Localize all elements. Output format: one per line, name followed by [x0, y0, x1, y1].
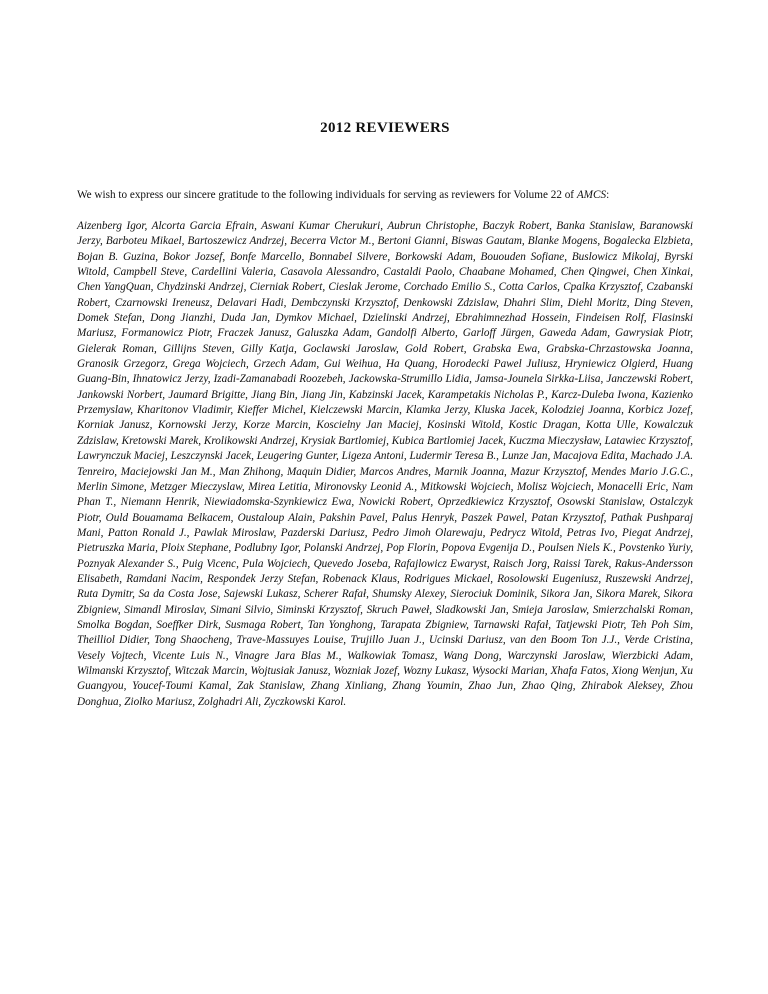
- intro-text: We wish to express our sincere gratitude to the following individuals for serving as reviewers for Volume 22 of: [77, 189, 577, 201]
- intro-punctuation: :: [606, 189, 610, 201]
- reviewers-list: Aizenberg Igor, Alcorta Garcia Efrain, Aswani Kumar Cherukuri, Aubrun Christophe, Baczyk Robert, Banka Stanislaw, Baranowski Jerzy, Barboteu Mikael, Bartoszewicz Andrzej, Becerra Victor M., Bertoni Gianni, Biswas Gautam, Blanke Mogens, Bogalecka Elzbieta, Bojan B. Guzina, Bokor Jozsef, Bonfe Marcello, Bonnabel Silvere, Borkowski Adam, Bououden Sofiane, Buslowicz Mikolaj, Byrski Witold, Campbell Steve, Cardellini Valeria, Casavola Alessandro, Castaldi Paolo, Chaabane Mohamed, Chen Qingwei, Chen Xinkai, Chen YangQuan, Chydzinski Andrzej, Cierniak Robert, Cieslak Jerome, Corchado Emilio S., Cotta Carlos, Cpalka Krzysztof, Czabanski Robert, Czarnowski Ireneusz, Delavari Hadi, Dembczynski Krzysztof, Denkowski Zdzislaw, Dhahri Slim, Diehl Moritz, Ding Steven, Domek Stefan, Dong Jianzhi, Duda Jan, Dymkov Michael, Dzielinski Andrzej, Ebrahimnezhad Hossein, Findeisen Rolf, Flasinski Mariusz, Formanowicz Piotr, Fraczek Janusz, Galuszka Adam, Gandolfi Alberto, Garloff Jürgen, Gaweda Adam, Gawrysiak Piotr, Gielerak Roman, Gillijns Steven, Gilly Katja, Goclawski Jaroslaw, Gold Robert, Grabska Ewa, Grabska-Chrzastowska Joanna, Granosik Grzegorz, Grega Wojciech, Grzech Adam, Gui Weihua, Ha Quang, Horodecki Pawel Juliusz, Hryniewicz Olgierd, Huang Guang-Bin, Ihnatowicz Jerzy, Izadi-Zamanabadi Roozebeh, Jackowska-Strumillo Lidia, Jamsa-Jounela Sirkka-Liisa, Janczewski Robert, Jankowski Norbert, Jaumard Brigitte, Jiang Bin, Jiang Jin, Kabzinski Jacek, Karampetakis Nicholas P., Karcz-Duleba Iwona, Kazienko Przemyslaw, Kharitonov Vladimir, Kieffer Michel, Kielczewski Marcin, Klamka Jerzy, Kluska Jacek, Kolodziej Joanna, Korbicz Jozef, Korniak Janusz, Kornowski Jerzy, Korze Marcin, Koscielny Jan Maciej, Kosinski Witold, Kostic Dragan, Kotta Ulle, Kowalczuk Zdzislaw, Kretowski Marek, Krolikowski Andrzej, Krysiak Bartlomiej, Kubica Bartlomiej Jacek, Kuczma Mieczysław, Latawiec Krzysztof, Lawrynczuk Maciej, Leszczynski Jacek, Leugering Gunter, Ligeza Antoni, Ludermir Teresa B., Lunze Jan, Macajova Edita, Machado J.A. Tenreiro, Maciejowski Jan M., Man Zhihong, Maquin Didier, Marcos Andres, Marnik Joanna, Mazur Krzysztof, Mendes Mario J.G.C., Merlin Simone, Metzger Mieczyslaw, Mirea Letitia, Mironovsky Leonid A., Mitkowski Wojciech, Molisz Wojciech, Monacelli Eric, Nam Phan T., Niemann Henrik, Niewiadomska-Szynkiewicz Ewa, Nowicki Robert, Oprzedkiewicz Krzysztof, Osowski Stanislaw, Ostalczyk Piotr, Ould Bouamama Belkacem, Oustaloup Alain, Pakshin Pavel, Palus Henryk, Paszek Pawel, Patan Krzysztof, Pathak Pushparaj Mani, Patton Ronald J., Pawlak Miroslaw, Pazderski Dariusz, Pedro Jimoh Olarewaju, Pedrycz Witold, Petras Ivo, Piegat Andrzej, Pietruszka Maria, Ploix Stephane, Podlubny Igor, Polanski Andrzej, Pop Florin, Popova Evgenija D., Poulsen Niels K., Povstenko Yuriy, Poznyak Alexander S., Puig Vicenc, Pula Wojciech, Quevedo Joseba, Rafajlowicz Ewaryst, Raisch Jorg, Raissi Tarek, Rakus-Andersson Elisabeth, Ramdani Nacim, Respondek Jerzy Stefan, Robenack Klaus, Rodrigues Mickael, Rosolowski Eugeniusz, Ruszewski Andrzej, Ruta Dymitr, Sa da Costa Jose, Sajewski Lukasz, Scherer Rafał, Shumsky Alexey, Sierociuk Dominik, Sikora Jan, Sikora Marek, Sikora Zbigniew, Simandl Miroslav, Simani Silvio, Siminski Krzysztof, Skruch Paweł, Sladkowski Jan, Smieja Jaroslaw, Smierzchalski Roman, Smolka Bogdan, Soeffker Dirk, Susmaga Robert, Tan Yonghong, Tarapata Zbigniew, Tarnawski Rafał, Tatjewski Piotr, Teh Poh Sim, Theilliol Didier, Tong Shaocheng, Trave-Massuyes Louise, Trujillo Juan J., Ucinski Dariusz, van den Boom Ton J.J., Verde Cristina, Vesely Vojtech, Vicente Luis N., Vinagre Jara Blas M., Walkowiak Tomasz, Wang Dong, Warczynski Jaroslaw, Wierzbicki Adam, Wilmanski Krzysztof, Witczak Marcin, Wojtusiak Janusz, Wozniak Jozef, Wozny Lukasz, Wysocki Marian, Xhafa Fatos, Xiong Wenjun, Xu Guangyou, Youcef-Toumi Kamal, Zak Stanislaw, Zhang Xinliang, Zhang Youmin, Zhao Jun, Zhao Qing, Zhirabok Aleksey, Zhou Donghua, Ziolko Mariusz, Zolghadri Ali, Zyczkowski Karol.: [77, 220, 693, 708]
- page-title: 2012 REVIEWERS: [320, 120, 450, 136]
- journal-name: AMCS: [576, 189, 607, 201]
- intro-paragraph: [77, 188, 693, 203]
